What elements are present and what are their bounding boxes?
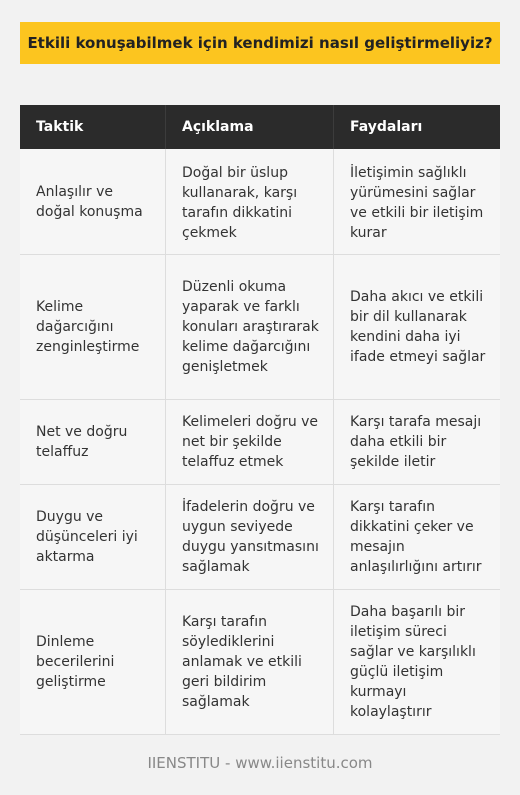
title-banner: [20, 22, 500, 64]
description-cell: Karşı tarafın söylediklerini anlamak ve etkili geri bildirim sağlamak: [166, 590, 334, 735]
column-header-tactic: Taktik: [20, 105, 166, 149]
benefits-cell: Karşı tarafa mesajı daha etkili bir şekilde iletir: [334, 400, 500, 485]
column-header-description: Açıklama: [166, 105, 334, 149]
description-cell: Kelimeleri doğru ve net bir şekilde telaffuz etmek: [166, 400, 334, 485]
tactics-table: [20, 105, 500, 735]
benefits-cell: Karşı tarafın dikkatini çeker ve mesajın anlaşılırlığını artırır: [334, 485, 500, 590]
benefits-cell: Daha akıcı ve etkili bir dil kullanarak kendini daha iyi ifade etmeyi sağlar: [334, 255, 500, 400]
benefits-cell: İletişimin sağlıklı yürümesini sağlar ve etkili bir iletişim kurar: [334, 149, 500, 255]
description-cell: Düzenli okuma yaparak ve farklı konuları araştırarak kelime dağarcığını genişletmek: [166, 255, 334, 400]
table-row: [20, 590, 500, 735]
tactic-cell: Anlaşılır ve doğal konuşma: [20, 149, 166, 255]
tactic-cell: Dinleme becerilerini geliştirme: [20, 590, 166, 735]
table-row: [20, 149, 500, 255]
tactic-cell: Net ve doğru telaffuz: [20, 400, 166, 485]
benefits-cell: Daha başarılı bir iletişim süreci sağlar ve karşılıklı güçlü iletişim kurmayı kolaylaştırır: [334, 590, 500, 735]
table-header-row: [20, 105, 500, 149]
table-row: [20, 485, 500, 590]
table-row: [20, 400, 500, 485]
tactics-table-container: [20, 105, 500, 735]
tactic-cell: Kelime dağarcığını zenginleştirme: [20, 255, 166, 400]
description-cell: İfadelerin doğru ve uygun seviyede duygu yansıtmasını sağlamak: [166, 485, 334, 590]
table-row: [20, 255, 500, 400]
column-header-benefits: Faydaları: [334, 105, 500, 149]
page-title: Etkili konuşabilmek için kendimizi nasıl geliştirmeliyiz?: [27, 34, 493, 52]
description-cell: Doğal bir üslup kullanarak, karşı tarafın dikkatini çekmek: [166, 149, 334, 255]
footer-credit: IIENSTITU - www.iienstitu.com: [147, 754, 373, 772]
tactic-cell: Duygu ve düşünceleri iyi aktarma: [20, 485, 166, 590]
